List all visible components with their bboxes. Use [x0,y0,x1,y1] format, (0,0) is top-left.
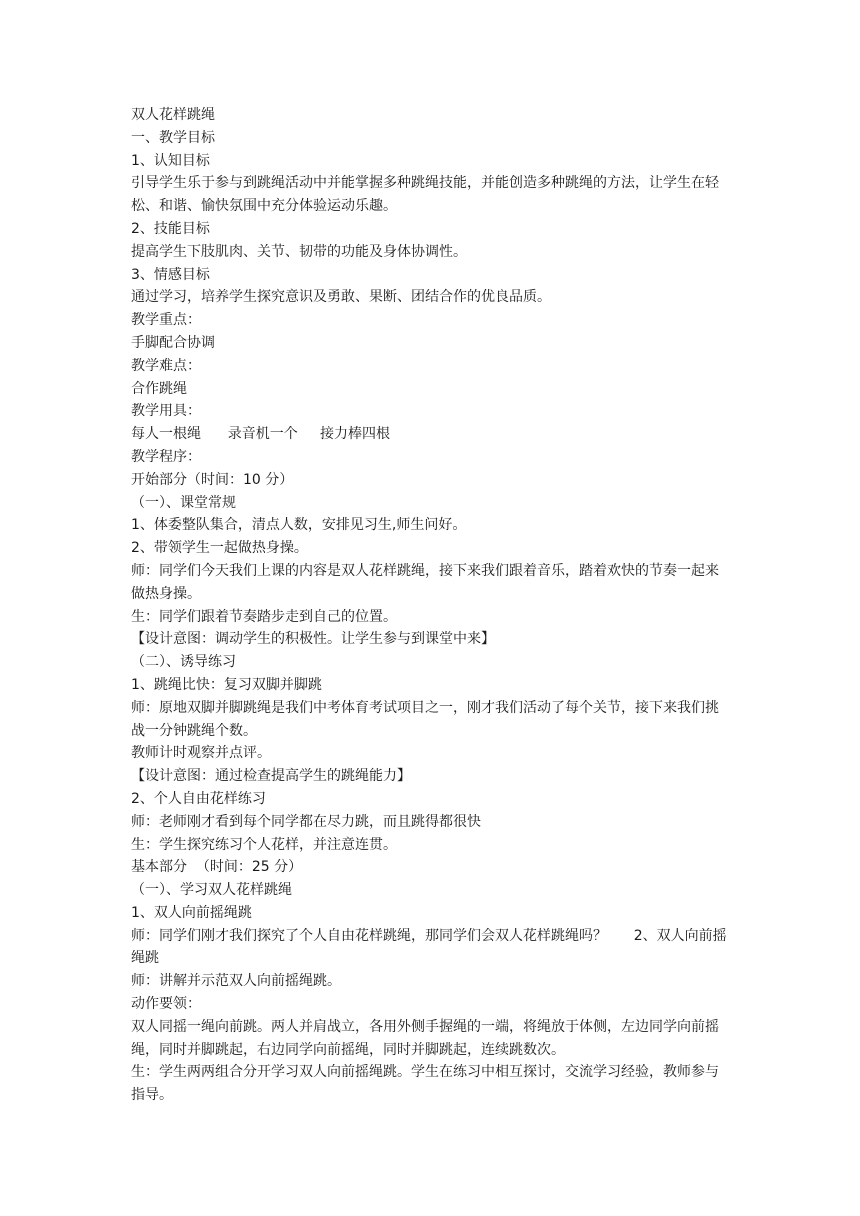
subsection-heading: 1、认知目标 [131,152,210,169]
section-heading: 基本部分 （时间：25 分） [131,859,303,876]
label-key-point: 教学重点： [131,312,201,329]
subsection-heading: 3、情感目标 [131,266,210,283]
subsection-heading: （一）、学习双人花样跳绳 [131,882,292,899]
document-page [131,104,731,1107]
subsection-heading: 2、技能目标 [131,220,210,237]
label-action-essentials: 动作要领： [131,996,201,1013]
design-intent-note: 【设计意图：通过检查提高学生的跳绳能力】 [131,768,411,785]
paragraph: 2、个人自由花样练习 [131,790,266,807]
paragraph: 生：学生探究练习个人花样，并注意连贯。 [131,836,397,853]
paragraph: 双人同摇一绳向前跳。两人并肩战立，各用外侧手握绳的一端，将绳放于体侧，左边同学向前摇绳，同时并脚跳起，右边同学向前摇绳，同时并脚跳起，连续跳数次。 [131,1018,719,1058]
section-heading: 一、教学目标 [131,129,215,146]
paragraph: 生：同学们跟着节奏踏步走到自己的位置。 [131,608,397,625]
design-intent-note: 【设计意图：调动学生的积极性。让学生参与到课堂中来】 [131,631,495,648]
subsection-heading: （一）、课堂常规 [131,494,236,511]
paragraph: 1、双人向前摇绳跳 [131,904,252,921]
label-equipment: 教学用具： [131,403,201,420]
paragraph: 提高学生下肢肌肉、关节、韧带的功能及身体协调性。 [131,243,467,260]
paragraph: 2、带领学生一起做热身操。 [131,540,308,557]
paragraph: 师：同学们刚才我们探究了个人自由花样跳绳，那同学们会双人花样跳绳吗？ 2、双人向前摇绳跳 [131,927,727,967]
paragraph: 通过学习，培养学生探究意识及勇敢、果断、团结合作的优良品质。 [131,289,551,306]
section-heading: 开始部分（时间：10 分） [131,471,294,488]
paragraph: 手脚配合协调 [131,334,215,351]
paragraph: 师：讲解并示范双人向前摇绳跳。 [131,973,341,990]
label-procedure: 教学程序： [131,448,201,465]
paragraph: 师：原地双脚并脚跳绳是我们中考体育考试项目之一，刚才我们活动了每个关节，接下来我们挑战一分钟跳绳个数。 [131,699,719,739]
paragraph: 引导学生乐于参与到跳绳活动中并能掌握多种跳绳技能，并能创造多种跳绳的方法，让学生在轻松、和谐、愉快氛围中充分体验运动乐趣。 [131,175,719,215]
document-title: 双人花样跳绳 [131,107,215,123]
subsection-heading: （二）、诱导练习 [131,654,236,671]
label-difficulty: 教学难点： [131,357,201,374]
paragraph: 师：老师刚才看到每个同学都在尽力跳，而且跳得都很快 [131,813,481,830]
paragraph: 师：同学们今天我们上课的内容是双人花样跳绳，接下来我们跟着音乐，踏着欢快的节奏一起来做热身操。 [131,562,719,602]
paragraph: 教师计时观察并点评。 [131,745,271,762]
paragraph: 1、跳绳比快：复习双脚并脚跳 [131,676,322,693]
paragraph: 生：学生两两组合分开学习双人向前摇绳跳。学生在练习中相互探讨，交流学习经验，教师参与指导。 [131,1064,719,1104]
paragraph: 每人一根绳 录音机一个 接力棒四根 [131,426,390,443]
paragraph: 1、体委整队集合，清点人数，安排见习生,师生问好。 [131,517,467,534]
paragraph: 合作跳绳 [131,380,187,397]
